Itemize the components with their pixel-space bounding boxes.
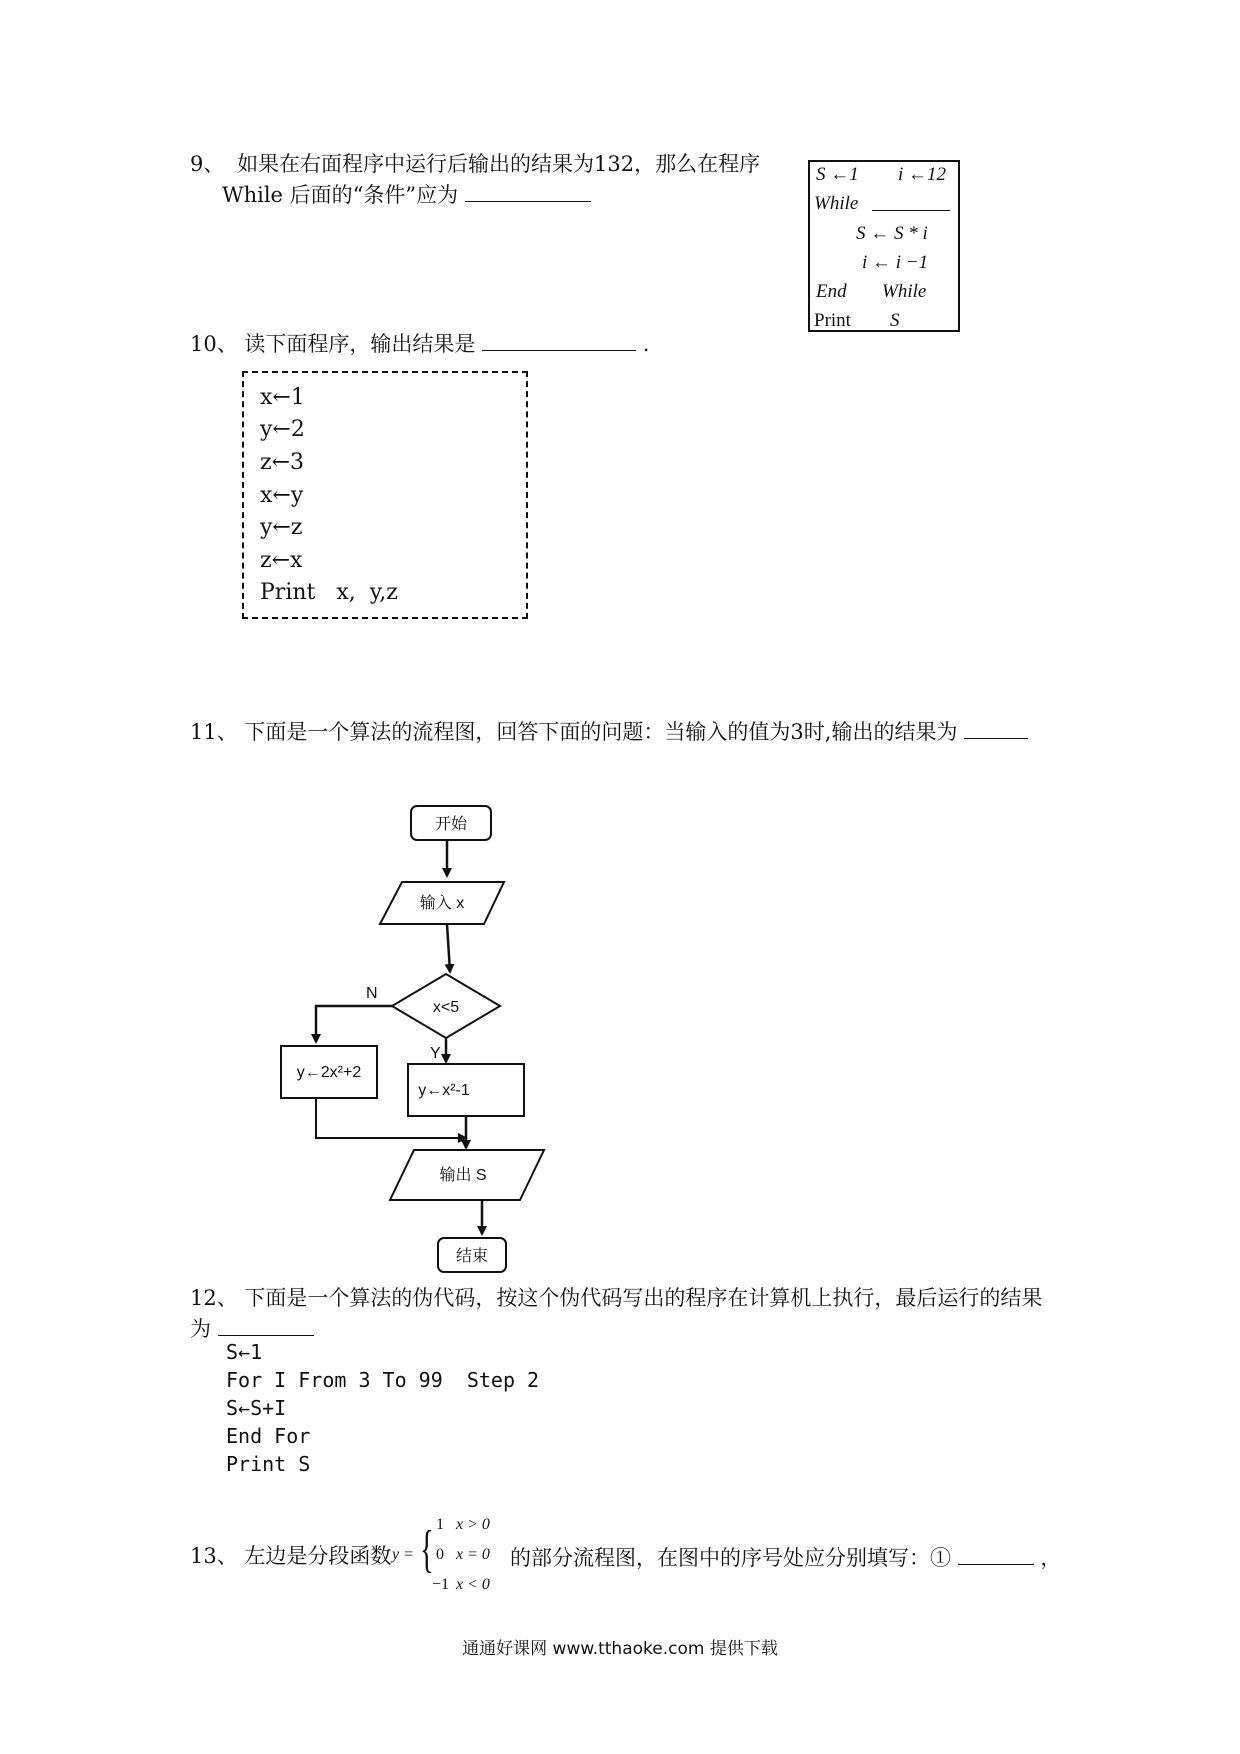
q13-case-val: 1 xyxy=(436,1516,444,1533)
q9-prog-end: End xyxy=(816,281,847,302)
flow-yes-label: Y xyxy=(430,1045,441,1062)
q13-number: 13、 xyxy=(190,1544,238,1568)
q9-prog-while: While xyxy=(814,193,859,214)
q9-text2: While 后面的“条件”应为 xyxy=(222,183,459,207)
q9-number: 9、 xyxy=(190,152,225,176)
flow-output-label: 输出 S xyxy=(439,1167,487,1184)
q10-program-box xyxy=(242,371,528,619)
q12-code-line: S←S+I xyxy=(226,1396,287,1420)
q12-line1 xyxy=(190,1284,1042,1312)
q11-answer-blank[interactable] xyxy=(964,716,1028,739)
q12-text2: 为 xyxy=(190,1317,211,1341)
q9-prog-end-while: While xyxy=(882,281,927,302)
q10-code-line: z←x xyxy=(260,548,303,573)
q13-case-cond: x > 0 xyxy=(456,1516,490,1533)
q10-number: 10、 xyxy=(190,332,238,356)
page-footer: 通通好课网 www.tthaoke.com 提供下载 xyxy=(462,1639,778,1659)
q12-text: 下面是一个算法的伪代码，按这个伪代码写出的程序在计算机上执行，最后运行的结果 xyxy=(244,1286,1043,1310)
q13-text-b: 的部分流程图，在图中的序号处应分别填写：① xyxy=(510,1546,951,1570)
flow-arrow xyxy=(316,1006,392,1042)
q10-code-line: x←y xyxy=(260,483,304,508)
q13-case-cond: x = 0 xyxy=(456,1546,490,1563)
flow-input-label: 输入 x xyxy=(419,895,465,912)
q13-end: ， xyxy=(1040,1546,1062,1570)
q13-line-a xyxy=(190,1542,391,1570)
q9-prog-s-update: S ← S * i xyxy=(856,223,928,244)
q9-answer-blank[interactable] xyxy=(465,179,591,202)
q9-text1: 如果在右面程序中运行后输出的结果为132，那么在程序 xyxy=(237,152,761,176)
flow-end-label: 结束 xyxy=(455,1248,489,1265)
flow-start-label: 开始 xyxy=(434,816,468,833)
q9-line1 xyxy=(190,150,760,178)
q10-answer-blank[interactable] xyxy=(482,328,636,351)
q9-prog-print: Print xyxy=(814,310,851,331)
q10-code-line: Print x, y,z xyxy=(260,580,398,605)
q13-case-cond: x < 0 xyxy=(456,1576,490,1593)
flow-right-label: y←x²-1 xyxy=(418,1082,470,1099)
q12-code-line: S←1 xyxy=(226,1340,263,1364)
q13-text-a: 左边是分段函数 xyxy=(244,1544,392,1568)
q11-number: 11、 xyxy=(190,720,238,744)
q13-brace: { xyxy=(420,1521,434,1578)
q13-case-val: 0 xyxy=(436,1546,444,1563)
q11-text: 下面是一个算法的流程图，回答下面的问题：当输入的值为3时,输出的结果为 xyxy=(244,720,958,744)
q9-prog-while-blank xyxy=(872,210,950,211)
q10-end: . xyxy=(642,332,650,356)
flow-no-label: N xyxy=(366,985,378,1002)
q9-prog-i-update: i ← i −1 xyxy=(862,252,929,273)
q12-line2 xyxy=(190,1313,314,1343)
q11-line xyxy=(190,716,1028,746)
q12-code-line: Print S xyxy=(226,1452,311,1476)
q10-code-line: x←1 xyxy=(260,385,305,410)
q13-y: y = xyxy=(392,1546,414,1563)
q9-prog-i-init: i ←12 xyxy=(898,164,947,185)
q13-case-val: −1 xyxy=(432,1576,450,1593)
q13-line-b xyxy=(510,1542,1061,1572)
q10-code-line: z←3 xyxy=(260,450,305,475)
q12-number: 12、 xyxy=(190,1286,238,1310)
q12-code-line: For I From 3 To 99 Step 2 xyxy=(226,1368,540,1392)
flow-decision-label: x<5 xyxy=(432,999,460,1016)
q12-answer-blank[interactable] xyxy=(218,1313,314,1336)
q9-program-box xyxy=(808,160,960,332)
q9-prog-print-s: S xyxy=(890,310,900,331)
q9-prog-s-init: S ←1 xyxy=(816,164,859,185)
q13-piecewise-function xyxy=(392,1512,502,1602)
q13-answer-blank-1[interactable] xyxy=(958,1542,1034,1565)
q10-text: 读下面程序，输出结果是 xyxy=(244,332,476,356)
flow-arrow xyxy=(447,924,450,972)
q10-line xyxy=(190,328,649,358)
q10-code-line: y←2 xyxy=(260,417,305,442)
q10-code-line: y←z xyxy=(260,515,303,540)
q9-line2 xyxy=(222,179,591,209)
flowchart xyxy=(270,790,570,1290)
q12-code-line: End For xyxy=(226,1424,311,1448)
flow-left-label: y←2x²+2 xyxy=(296,1064,362,1081)
